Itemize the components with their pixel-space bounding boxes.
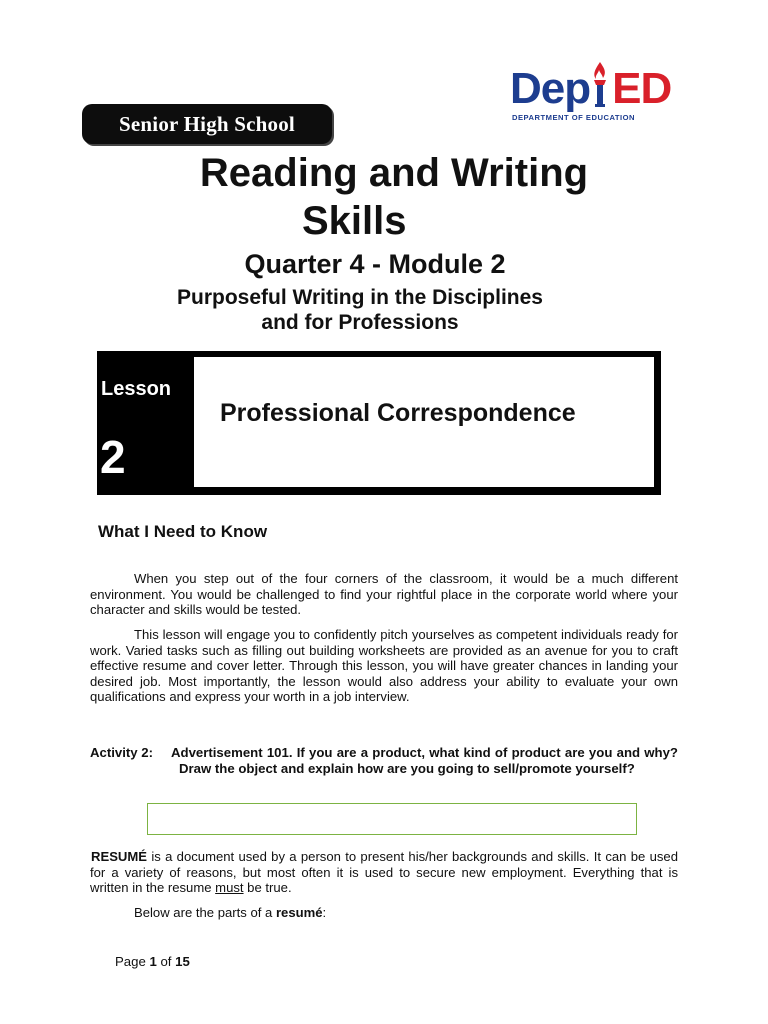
module-subtitle-line1: Purposeful Writing in the Disciplines bbox=[177, 286, 543, 309]
resume-parts-text: Below are the parts of a bbox=[134, 905, 276, 920]
deped-logo-subtitle: DEPARTMENT OF EDUCATION bbox=[512, 113, 636, 122]
logo-word-left: Dep bbox=[510, 64, 591, 113]
page-prefix: Page bbox=[115, 954, 150, 969]
quarter-module-label: Quarter 4 - Module 2 bbox=[244, 249, 506, 279]
resume-emphasis: must bbox=[215, 880, 244, 895]
deped-logo bbox=[510, 66, 672, 126]
activity-answer-box[interactable] bbox=[147, 803, 637, 835]
torch-icon bbox=[589, 60, 611, 112]
lesson-title: Professional Correspondence bbox=[220, 399, 576, 427]
activity-label: Activity 2: bbox=[90, 745, 154, 760]
intro-paragraph-2: This lesson will engage you to confidently pitch yourselves as competent individuals ready for work. Varied tasks such as filling out building worksheets are provided as an avenue for you to craft effective resume and cover letter. Through this lesson, you will have greater chances in landing your desired job. Most importantly, the lesson would also address your ability to evaluate your own qualifications and express your worth in a job interview. bbox=[90, 627, 678, 704]
resume-parts-colon: : bbox=[322, 905, 327, 920]
resume-definition bbox=[90, 849, 678, 896]
lesson-title-panel bbox=[194, 357, 654, 487]
resume-definition-text: is a document used by a person to present his/her backgrounds and skills. It can be used for a variety of reasons, but most often it is used to secure new employment. Everything that is written in the resume bbox=[90, 849, 678, 895]
lesson-banner bbox=[97, 351, 661, 495]
section-heading: What I Need to Know bbox=[98, 522, 268, 541]
module-title-line2: Skills bbox=[302, 199, 407, 243]
total-pages: 15 bbox=[175, 954, 190, 969]
resume-parts-intro bbox=[90, 905, 678, 921]
resume-parts-term: resumé bbox=[275, 905, 323, 920]
resume-definition-end: be true. bbox=[243, 880, 292, 895]
logo-word-right: ED bbox=[612, 64, 672, 113]
activity-instructions: Advertisement 101. If you are a product, what kind of product are you and why? Draw the object and explain how are you going to sell/promote yourself? bbox=[171, 745, 678, 776]
intro-paragraph-1: When you step out of the four corners of the classroom, it would be a much different environment. You would be challenged to find your rightful place in the corporate world where your character and skills would be tested. bbox=[90, 571, 678, 617]
module-subtitle bbox=[0, 285, 720, 335]
school-level-badge bbox=[82, 104, 332, 144]
school-level-label: Senior High School bbox=[119, 111, 295, 136]
module-subtitle-line2: and for Professions bbox=[261, 311, 459, 334]
resume-term: RESUMÉ bbox=[91, 849, 148, 864]
page-separator: of bbox=[156, 954, 176, 969]
module-title-line1: Reading and Writing bbox=[199, 151, 589, 195]
lesson-number: 2 bbox=[100, 431, 126, 483]
current-page: 1 bbox=[149, 954, 157, 969]
lesson-label: Lesson bbox=[101, 378, 172, 400]
page-indicator bbox=[115, 954, 190, 969]
